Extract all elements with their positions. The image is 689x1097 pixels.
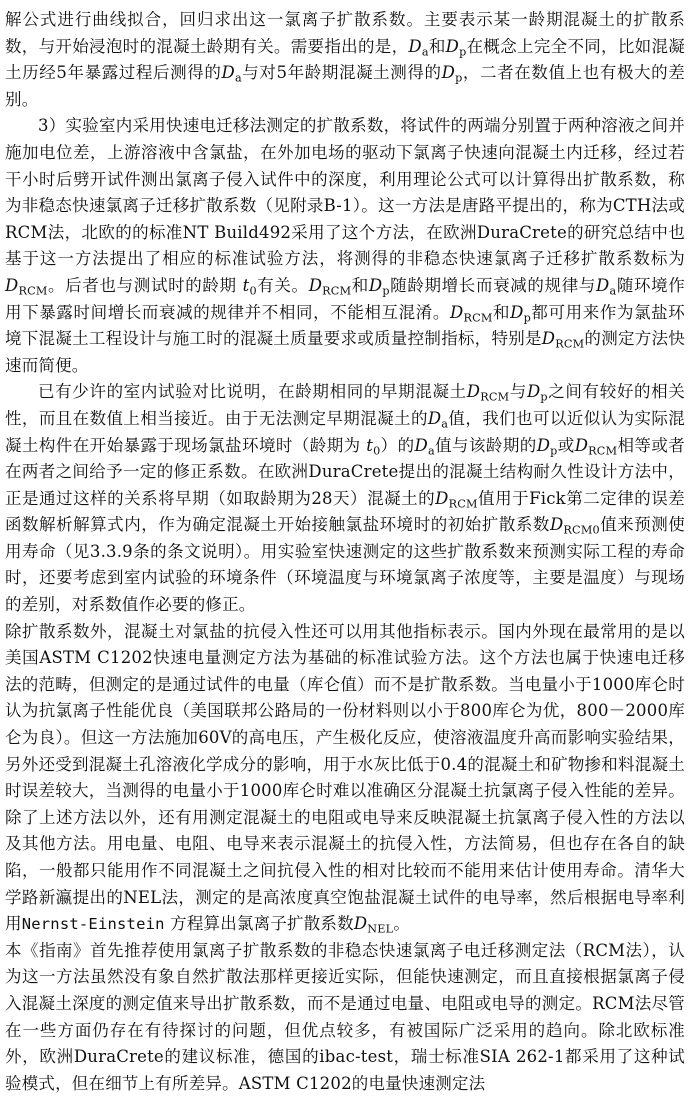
symbol-variable: D <box>427 408 442 428</box>
symbol-variable: D <box>368 275 383 295</box>
math-symbol <box>366 435 381 458</box>
symbol-subscript: p <box>550 444 558 458</box>
symbol-variable: D <box>441 63 456 83</box>
symbol-variable: D <box>541 329 556 349</box>
text-run: ，二者在数值上也有极大的差别。 <box>5 63 685 109</box>
math-symbol <box>596 275 617 298</box>
math-symbol <box>445 36 467 59</box>
symbol-subscript: RCM <box>480 390 510 404</box>
math-symbol <box>541 329 585 351</box>
symbol-variable: D <box>221 63 235 83</box>
symbol-variable: D <box>549 515 564 535</box>
text-run: 有关。 <box>256 275 309 295</box>
math-symbol <box>427 408 449 431</box>
symbol-subscript: RCM <box>555 337 585 351</box>
math-symbol <box>466 382 510 404</box>
paragraph-3 <box>5 379 685 618</box>
symbol-subscript: p <box>540 390 548 404</box>
symbol-subscript: RCM <box>448 497 478 511</box>
symbol-subscript: RCM <box>322 284 352 298</box>
symbol-variable: D <box>5 275 19 295</box>
paragraph-4 <box>5 619 685 938</box>
math-symbol <box>221 63 242 85</box>
symbol-subscript: RCM <box>463 311 493 325</box>
symbol-subscript: a <box>441 417 449 431</box>
symbol-variable: D <box>353 914 368 934</box>
symbol-subscript: RCM0 <box>563 523 600 537</box>
text-run: 随龄期增长而衰减的规律与 <box>389 275 597 295</box>
text-run: 本《指南》首先推荐使用氯离子扩散系数的非稳态快速氯离子电迁移测定法（RCM法），认为这一方法虽然没有象自然扩散法那样更接近实际，但能快速测定，而且直接根据氯离子侵入混凝土深度的测定值来导出扩散系数，而不是通过电量、电阻或电导的测定。RCM法尽管在一些方面仍存在有待探讨的问题，但优点较多，有被国际广泛采用的趋向。除北欧标准外，欧洲DuraCrete的建议标准，德国的ibac-test，瑞士标准SIA 262-1都采用了这种试验模式，但在细节上有所差异。ASTM C1202的电量快速测定法 <box>5 940 685 1093</box>
symbol-variable: t <box>242 275 250 295</box>
math-symbol <box>408 36 429 59</box>
text-run: 值来预测使用寿命（见3.3.9条的条文说明）。用实验室快速测定的这些扩散系数来预测实际工程的寿命时，还要考虑到室内试验的环境条件（环境温度与环境氯离子浓度等，主要是温度）与现场的差别，对系数值作必要的修正。 <box>5 515 686 615</box>
math-symbol <box>574 435 618 458</box>
text-run: 和 <box>492 302 511 322</box>
symbol-variable: t <box>366 435 374 455</box>
symbol-subscript: p <box>523 311 531 325</box>
symbol-variable: D <box>526 382 541 402</box>
math-symbol <box>414 435 435 458</box>
text-run: 或 <box>557 435 575 455</box>
symbol-subscript: 0 <box>373 444 381 458</box>
text-run: 在概念上完全不同，比如混凝土历经5年暴露过程后测得的 <box>5 36 685 83</box>
paragraph-1 <box>5 7 685 113</box>
text-run: 已有少许的室内试验对比说明，在龄期相同的早期混凝土 <box>38 382 467 402</box>
math-symbol <box>242 275 257 298</box>
paragraph-5 <box>5 938 685 1097</box>
symbol-subscript: a <box>427 444 435 458</box>
text-run: 之间有较好的相关性，而且在数值上相当接近。由于无法测定早期混凝土的 <box>5 382 686 428</box>
symbol-variable: D <box>536 435 551 455</box>
symbol-variable: D <box>445 36 460 56</box>
symbol-variable: D <box>408 36 422 56</box>
symbol-variable: D <box>450 302 464 322</box>
text-run: 3）实验室内采用快速电迁移法测定的扩散系数，将试件的两端分别置于两种溶液之间并施加电位差，上游溶液中含氯盐，在外加电场的驱动下氯离子快速向混凝土内迁移，经过若干小时后劈开试件测出氯离子侵入试件中的深度，利用理论公式可以计算得出扩散系数，称为非稳态快速氯离子迁移扩散系数（见附录B-1）。这一方法是唐路平提出的，称为CTH法或RCM法，北欧的的标准NT Build492采用了这个方法，在欧洲DuraCrete的研究总结中也基于这一方法提出了相应的标准试验方法，将测得的非稳态快速氯离子迁移扩散系数标为 <box>5 116 685 269</box>
equation-name: Nernst-Einstein <box>21 915 165 934</box>
math-symbol <box>5 275 48 298</box>
symbol-subscript: a <box>421 45 429 59</box>
text-run: 随环境作用下暴露时间增长而衰减的规律并不相同，不能相互混淆。 <box>5 275 685 322</box>
text-run: 。 <box>393 914 411 934</box>
paragraph-2 <box>5 113 685 379</box>
symbol-subscript: p <box>382 284 390 298</box>
symbol-variable: D <box>308 275 323 295</box>
symbol-subscript: a <box>234 71 242 85</box>
math-symbol <box>450 302 493 325</box>
text-run: 解公式进行曲线拟合，回归求出这一氯离子扩散系数。主要表示某一龄期混凝土的扩散系数，与开始浸泡时的混凝土龄期有关。需要指出的是， <box>5 10 685 56</box>
math-symbol <box>536 435 558 458</box>
math-symbol <box>368 275 390 298</box>
math-symbol <box>435 488 478 511</box>
text-run: 与对5年龄期混凝土测得的 <box>241 63 442 83</box>
symbol-variable: D <box>574 435 589 455</box>
symbol-variable: D <box>466 382 481 402</box>
symbol-subscript: p <box>455 71 463 85</box>
math-symbol <box>510 302 531 325</box>
text-run: 与 <box>509 382 527 402</box>
math-symbol <box>526 382 548 404</box>
symbol-variable: D <box>510 302 524 322</box>
symbol-subscript: p <box>459 45 467 59</box>
text-run: 的测定方法快速而简便。 <box>5 329 685 375</box>
symbol-subscript: 0 <box>249 284 257 298</box>
symbol-variable: D <box>596 275 610 295</box>
math-symbol <box>308 275 352 298</box>
text-run: 和 <box>351 275 369 295</box>
text-run: 都可用来作为氯盐环境下混凝土工程设计与施工时的混凝土质量要求或质量控制指标，特别是 <box>5 302 685 349</box>
math-symbol <box>549 515 600 537</box>
text-run: 。后者也与测试时的龄期 <box>47 275 243 295</box>
text-run: ）的 <box>380 435 415 455</box>
text-run: 值用于Fick第二定律的误差函数解析解算式内，作为确定混凝土开始接触氯盐环境时的初始扩散系数 <box>5 488 686 535</box>
symbol-subscript: RCM <box>588 444 618 458</box>
text-run: 值与该龄期的 <box>434 435 537 455</box>
symbol-subscript: NEL <box>367 922 394 936</box>
text-run: 方程算出氯离子扩散系数 <box>164 914 354 934</box>
symbol-subscript: RCM <box>18 284 48 298</box>
text-run: 值，我们也可以近似认为实际混凝土构件在开始暴露于现场氯盐环境时（龄期为 <box>5 408 685 455</box>
text-run: 除扩散系数外，混凝土对氯盐的抗侵入性还可以用其他指标表示。国内外现在最常用的是以美国ASTM C1202快速电量测定方法为基础的标准试验方法。这个方法也属于快速电迁移法的范畴，但测定的是通过试件的电量（库仑值）而不是扩散系数。当电量小于1000库仑时认为抗氯离子性能优良（美国联邦公路局的一份材料则以小于800库仑为优，800－2000库仑为良）。但这一方法施加60V的高电压，产生极化反应，使溶液温度升高而影响实验结果，另外还受到混凝土孔溶液化学成分的影响，用于水灰比低于0.4的混凝土和矿物掺和料混凝土时误差较大，当测得的电量小于1000库仑时难以准确区分混凝土抗氯离子侵入性能的差异。除了上述方法以外，还有用测定混凝土的电阻或电导来反映混凝土抗氯离子侵入性的方法以及其他方法。用电量、电阻、电导来表示混凝土的抗侵入性，方法简易，但也存在各自的缺陷，一般都只能用作不同混凝土之间抗侵入性的相对比较而不能用来估计使用寿命。清华大学路新瀛提出的NEL法，测定的是高浓度真空饱盐混凝土试件的电导率，然后根据电导率利用 <box>5 621 685 934</box>
text-run: 相等或者在两者之间给予一定的修正系数。在欧洲DuraCrete提出的混凝土结构耐久性设计方法中，正是通过这样的关系将早期（如取龄期为28天）混凝土的 <box>5 435 685 508</box>
symbol-variable: D <box>414 435 428 455</box>
math-symbol <box>353 914 394 936</box>
symbol-subscript: a <box>609 284 617 298</box>
text-run: 和 <box>428 36 446 56</box>
symbol-variable: D <box>435 488 449 508</box>
math-symbol <box>441 63 463 85</box>
